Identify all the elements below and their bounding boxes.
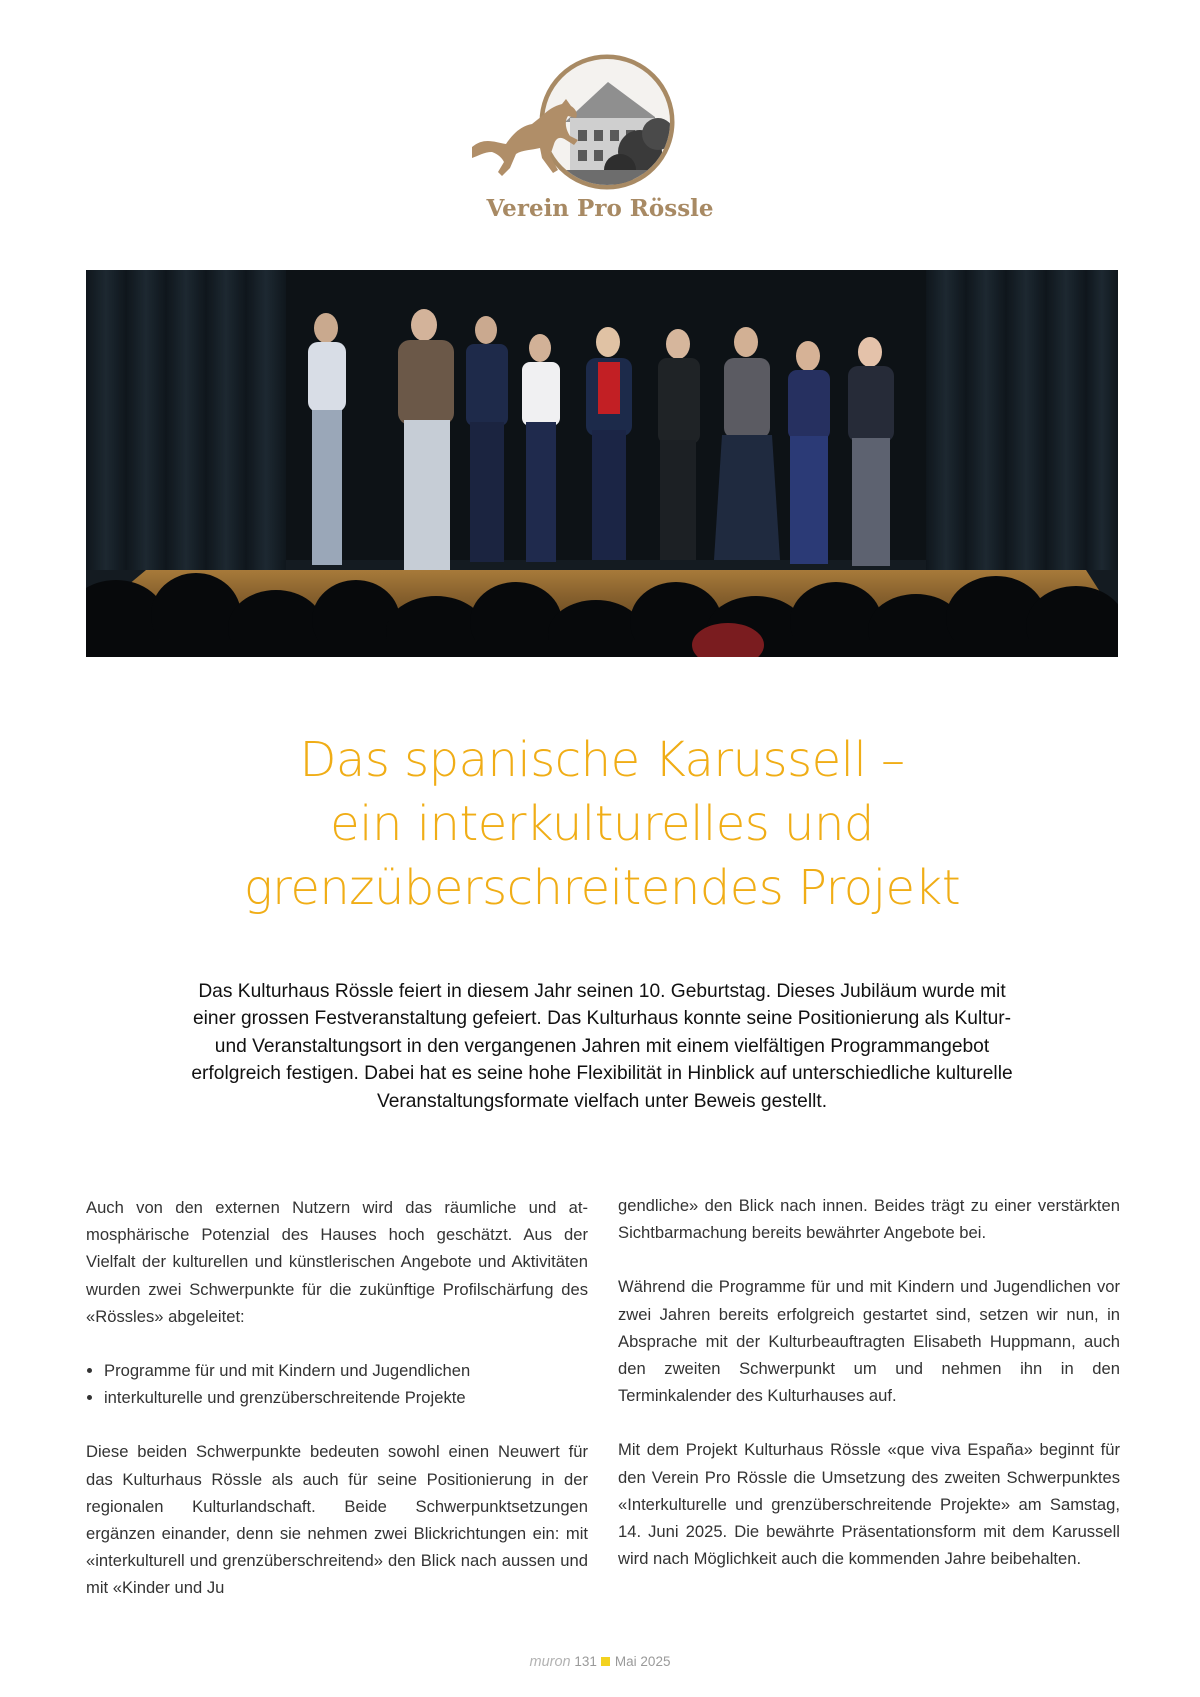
logo-text: Verein Pro Rössle — [486, 195, 714, 222]
bullet-list — [86, 1357, 588, 1411]
body-paragraph: gendliche» den Blick nach innen. Beides trägt zu einer verstärkten Sichtbarmachung bereits bewährter Angebote bei. — [618, 1196, 1120, 1243]
headline-line: grenzüberschreitendes Projekt — [243, 860, 961, 916]
bullet-item: • interkulturelle und grenzüberschreitende Projekte — [104, 1384, 588, 1411]
body-column-right — [618, 1192, 1120, 1572]
body-paragraph: Diese beiden Schwerpunkte bedeuten sowohl einen Neuwert für das Kulturhaus Rössle als auch für seine Positionierung in der regionalen Kulturlandschaft. Beide Schwerpunktsetzungen ergänzen einander, denn sie nehmen zwei Blickrichtungen ein: mit «interkulturell und grenzüberschreitend» den Blick nach aussen und mit «Kinder und Ju — [86, 1442, 588, 1598]
stage-photo — [86, 270, 1118, 657]
logo — [470, 52, 730, 232]
headline-line: ein interkulturelles und — [330, 796, 874, 852]
lead-line: Veranstaltungsformate vielfach unter Beweis gestellt. — [376, 1090, 828, 1112]
footer-brand: muron — [529, 1654, 571, 1670]
lead-line: Das Kulturhaus Rössle feiert in diesem Jahr seinen 10. Geburtstag. Dieses Jubiläum wurde mit — [198, 981, 1006, 1002]
footer-square-icon — [601, 1657, 610, 1666]
headline-line: Das spanische Karussell – — [299, 732, 905, 788]
body-paragraph: Auch von den externen Nutzern wird das räumliche und atmosphärische Potenzial des Hauses hoch geschätzt. Aus der Vielfalt der kulturellen und künstlerischen Angebote und Aktivitäten wurden zwei Schwerpunkte für die zukünftige Profilschärfung des «Rössles» abgeleitet: — [86, 1198, 588, 1326]
page-footer — [0, 1654, 1200, 1670]
stage-group-photo — [86, 270, 1118, 657]
footer-issue: 131 — [574, 1654, 597, 1669]
lead-line: einer grossen Festveranstaltung gefeiert. Das Kulturhaus konnte seine Positionierung als Kultur- — [192, 1008, 1012, 1030]
lead-line: und Veranstaltungsort in den vergangenen Jahren mit einem vielfältigen Programmangebot — [214, 1035, 990, 1057]
horse-emblem-icon — [470, 52, 730, 197]
body-paragraph: Mit dem Projekt Kulturhaus Rössle «que viva España» beginnt für den Verein Pro Rössle die Umsetzung des zweiten Schwerpunktes «Interkulturelle und grenzüberschreitende Projekte» am Samstag, 14. Juni 2025. Die bewährte Präsentationsform mit dem Karussell wird nach Möglichkeit auch die kommenden Jahre beibehalten. — [618, 1440, 1120, 1569]
body-paragraph: Während die Programme für und mit Kindern und Jugendlichen vor zwei Jahren bereits erfolgreich gestartet sind, setzen wir nun, in Absprache mit der Kulturbeauftragten Elisabeth Huppmann, auch den zweiten Schwerpunkt um und nehmen ihn in den Terminkalender des Kulturhauses auf. — [618, 1277, 1120, 1406]
headline — [86, 728, 1118, 920]
footer-date: Mai 2025 — [614, 1654, 671, 1669]
body-column-left — [86, 1194, 588, 1602]
bullet-item: • Programme für und mit Kindern und Jugendlichen — [104, 1357, 588, 1384]
lead-line: erfolgreich festigen. Dabei hat es seine hohe Flexibilität in Hinblick auf unterschiedliche kulturelle — [191, 1063, 1013, 1085]
lead-paragraph — [110, 978, 1094, 1115]
